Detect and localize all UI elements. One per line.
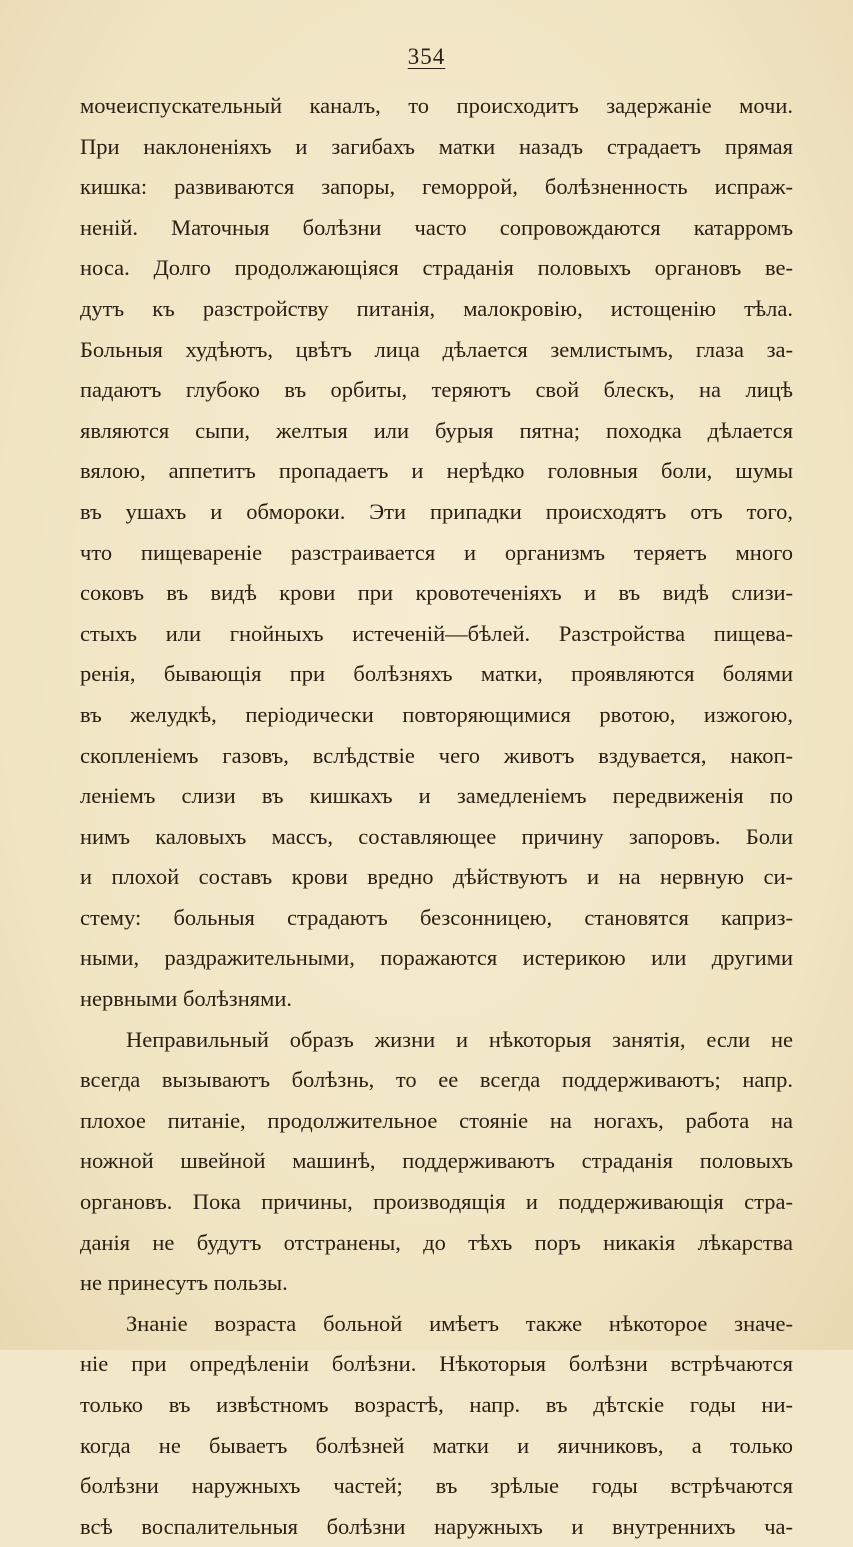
text-line: стему: больныя страдаютъ безсонницею, становятся каприз- [80,904,793,930]
text-line: неній. Маточныя болѣзни часто сопровождаются катарромъ [80,214,793,240]
text-line: когда не бываетъ болѣзней матки и яичниковъ, а только [80,1432,793,1458]
text-line: скопленіемъ газовъ, вслѣдствіе чего животъ вздувается, накоп- [80,742,793,768]
text-line: данія не будутъ отстранены, до тѣхъ поръ никакія лѣкарства [80,1229,793,1255]
text-line: стыхъ или гнойныхъ истеченій—бѣлей. Разстройства пищева- [80,620,793,646]
text-line: мочеиспускательный каналъ, то происходитъ задержаніе мочи. [80,93,793,118]
text-line: Неправильный образъ жизни и нѣкоторыя занятія, если не [126,1026,793,1052]
text-line: соковъ въ видѣ крови при кровотеченіяхъ и въ видѣ слизи- [80,580,793,606]
text-line: нервными болѣзнями. [80,986,292,1012]
text-line: ренія, бывающія при болѣзняхъ матки, проявляются болями [80,661,793,687]
text-line: вялою, аппетитъ пропадаетъ и нерѣдко головныя боли, шумы [80,458,793,484]
text-line: Знаніе возраста больной имѣетъ также нѣкоторое значе- [126,1310,793,1336]
text-line: болѣзни наружныхъ частей; въ зрѣлые годы встрѣчаются [80,1473,793,1499]
text-line: въ желудкѣ, періодически повторяющимися рвотою, изжогою, [80,701,793,727]
text-line: всѣ воспалительныя болѣзни наружныхъ и внутреннихъ ча- [80,1513,793,1539]
text-line: и плохой составъ крови вредно дѣйствуютъ и на нервную си- [80,864,793,890]
text-line: леніемъ слизи въ кишкахъ и замедленіемъ передвиженія по [80,783,793,809]
body-text [80,86,793,1547]
text-line: нимъ каловыхъ массъ, составляющее причину запоровъ. Боли [80,823,793,849]
text-line: носа. Долго продолжающіяся страданія половыхъ органовъ ве- [80,255,793,281]
text-line: въ ушахъ и обмороки. Эти припадки происходятъ отъ того, [80,498,793,524]
text-line: Больныя худѣютъ, цвѣтъ лица дѣлается землистымъ, глаза за- [80,336,793,362]
text-line: дутъ къ разстройству питанія, малокровію, истощенію тѣла. [80,295,793,321]
text-line: только въ извѣстномъ возрастѣ, напр. въ дѣтскіе годы ни- [80,1392,793,1417]
text-line: кишка: развиваются запоры, геморрой, болѣзненность испраж- [80,174,793,200]
text-line: ніе при опредѣленіи болѣзни. Нѣкоторыя болѣзни встрѣчаются [80,1351,793,1377]
text-line: не принесутъ пользы. [80,1270,288,1296]
text-line: ножной швейной машинѣ, поддерживаютъ страданія половыхъ [80,1148,793,1174]
text-line: При наклоненіяхъ и загибахъ матки назадъ страдаетъ прямая [80,133,793,159]
text-line: органовъ. Пока причины, производящія и поддерживающія стра- [80,1189,793,1215]
text-line: ными, раздражительными, поражаются истерикою или другими [80,945,793,971]
text-line: что пищевареніе разстраивается и организмъ теряетъ много [80,539,793,565]
text-line: всегда вызываютъ болѣзнь, то ее всегда поддерживаютъ; напр. [80,1067,793,1093]
text-line: плохое питаніе, продолжительное стояніе на ногахъ, работа на [80,1107,793,1133]
text-line: падаютъ глубоко въ орбиты, теряютъ свой блескъ, на лицѣ [80,377,793,403]
text-line: являются сыпи, желтыя или бурыя пятна; походка дѣлается [80,417,793,443]
page-number: 354 [407,44,446,69]
